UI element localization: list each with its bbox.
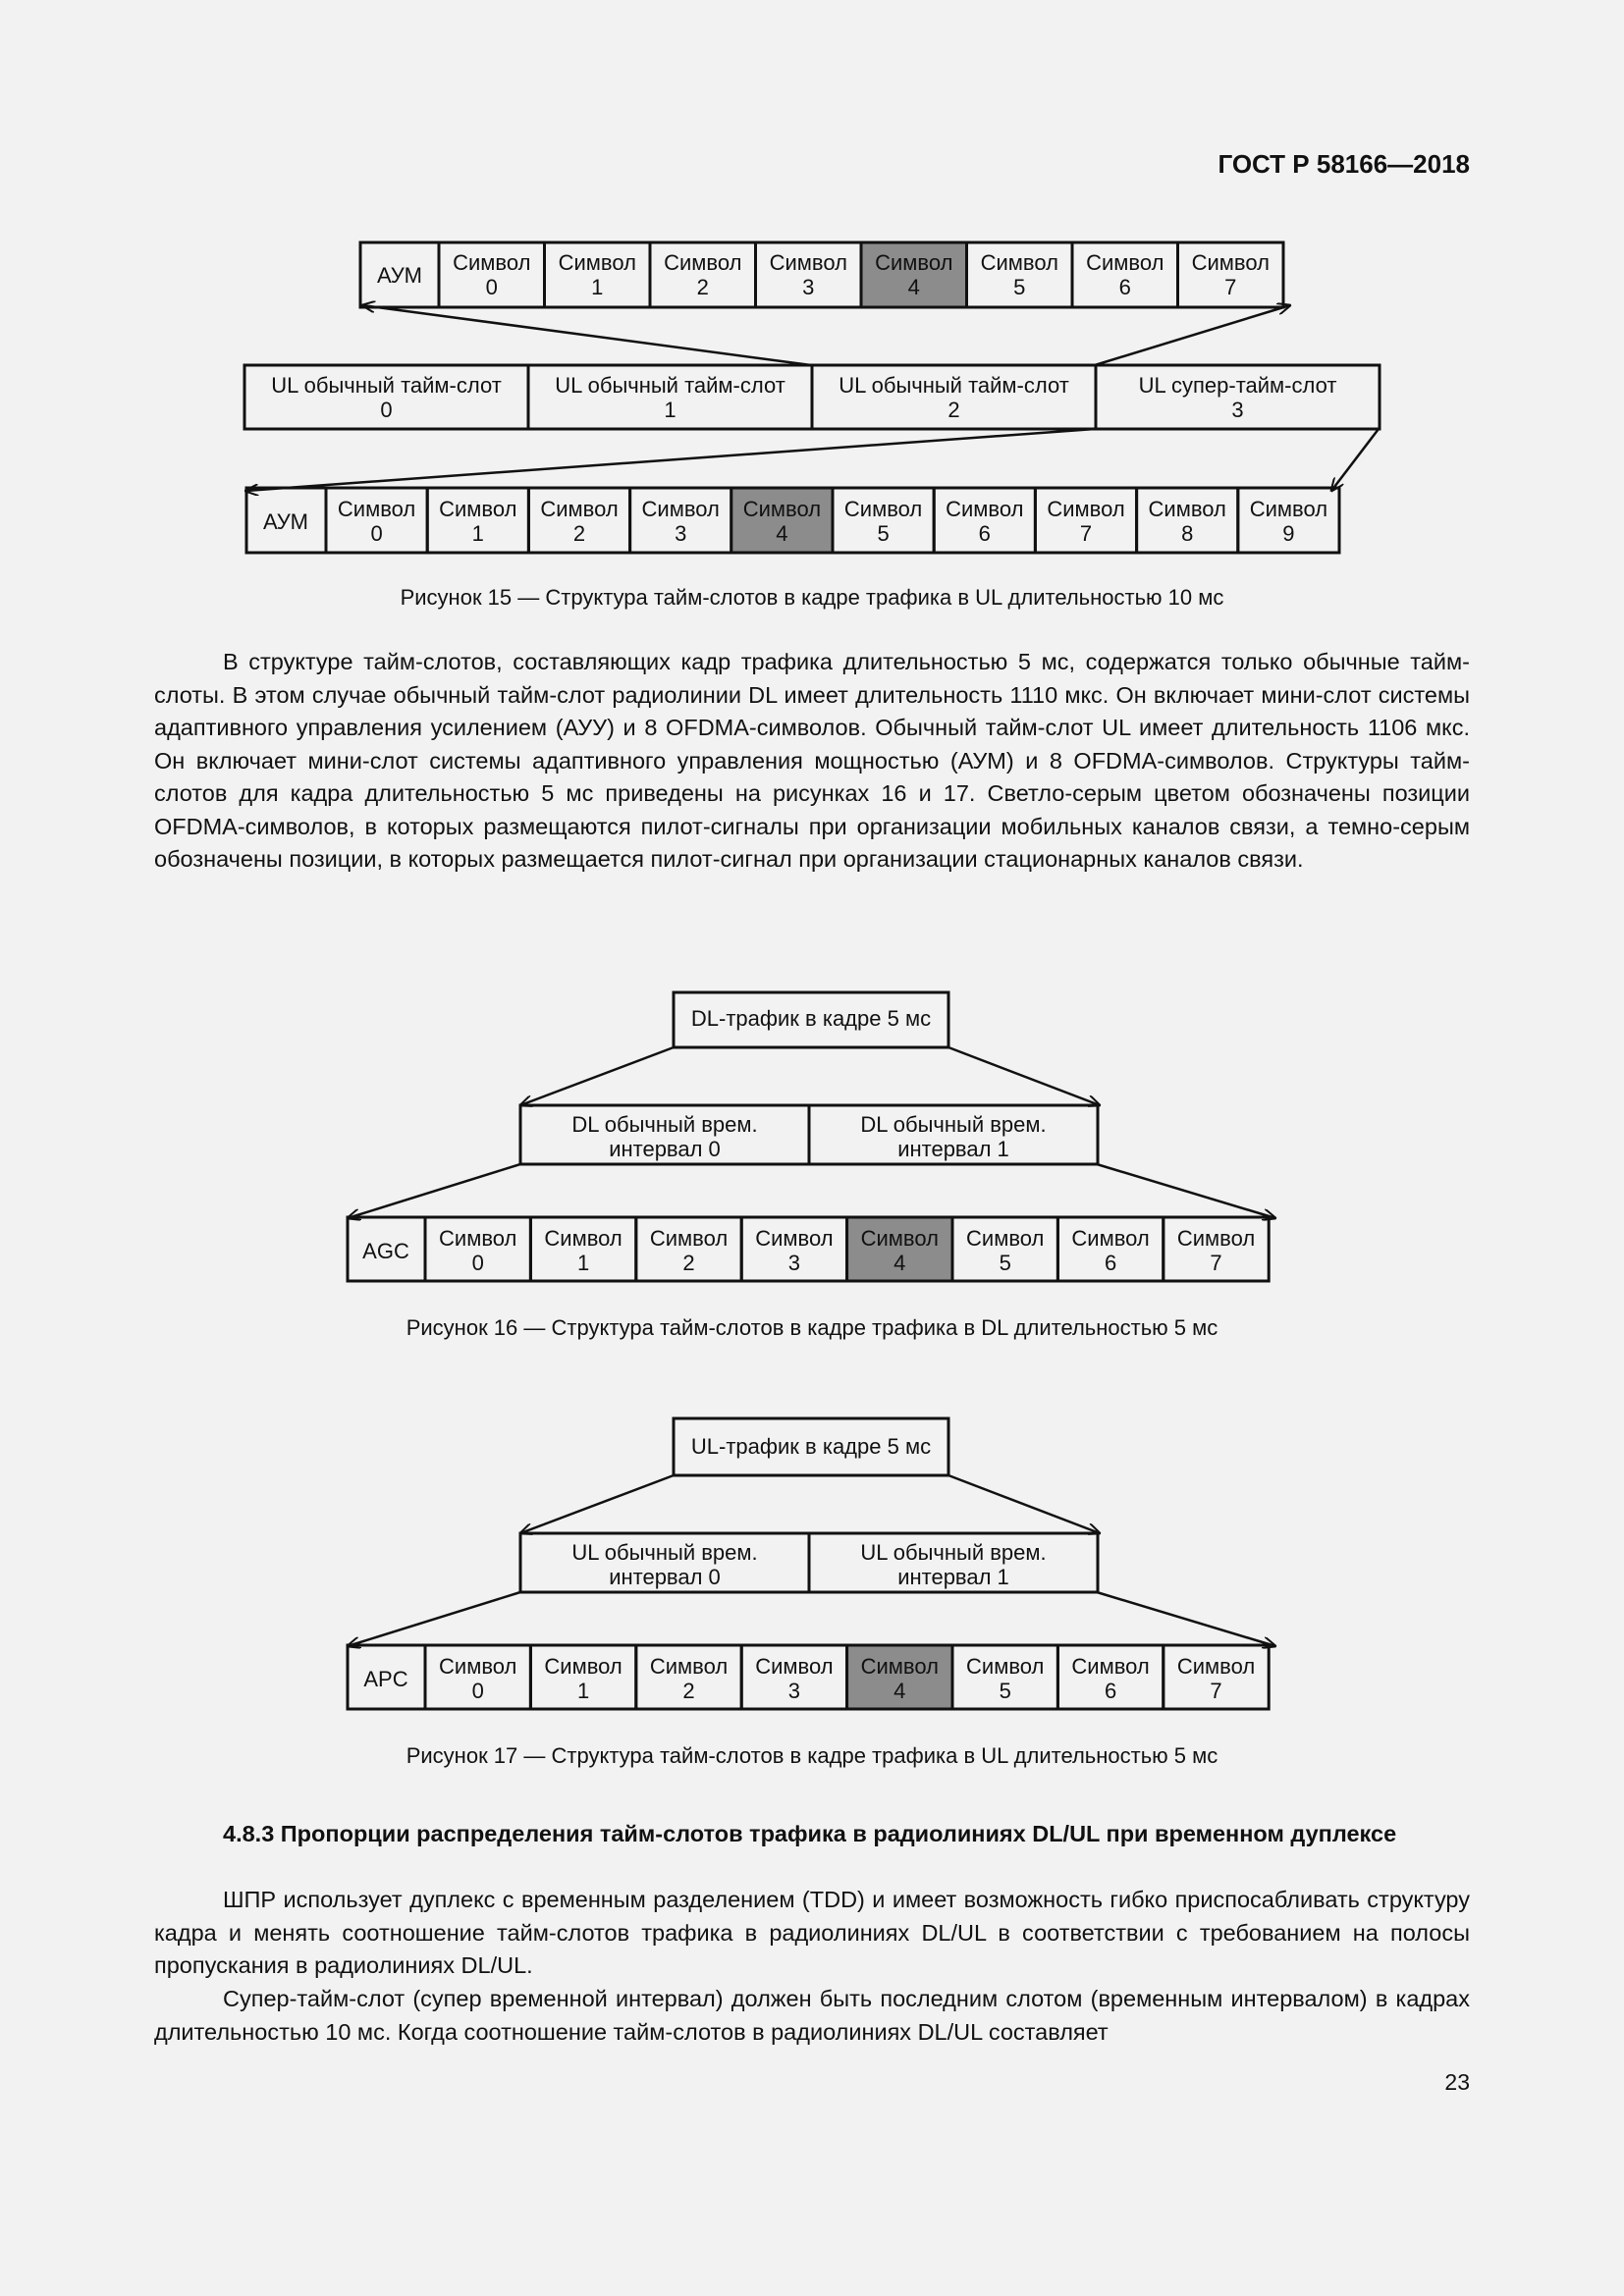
fig16-symbol-row — [348, 1217, 1269, 1281]
fig16-arrow-bottom-right — [1097, 1164, 1275, 1218]
fig15-slot-cell-num-1: 1 — [664, 398, 677, 422]
fig15-top-cell-label-5: Символ — [980, 250, 1058, 275]
fig16-arrow-bottom-left — [348, 1164, 520, 1218]
fig15-slot-cell-num-2: 2 — [947, 398, 960, 422]
fig15-bottom-cell-label-7: Символ — [1047, 497, 1125, 521]
fig15-bottom-cell-num-8: 8 — [1181, 521, 1194, 546]
fig16-symbol-cell-label-1: Символ — [544, 1226, 623, 1251]
fig16-interval-row — [520, 1105, 1098, 1164]
fig15-top-cell-num-4: 4 — [907, 275, 920, 299]
fig17-symbol-cell-num-4: 4 — [893, 1679, 906, 1703]
fig15-bottom-cell-label-8: Символ — [1148, 497, 1226, 521]
fig17-interval-cell-num-1: интервал 1 — [897, 1565, 1009, 1589]
figure-17 — [0, 1410, 1624, 1734]
fig16-interval-cell-num-0: интервал 0 — [609, 1137, 721, 1161]
fig15-bottom-cell-label-0: Символ — [337, 497, 416, 521]
fig15-bottom-first-label: АУМ — [262, 509, 309, 534]
fig17-interval-cell-label-1: UL обычный врем. — [860, 1540, 1047, 1565]
fig15-slot-cell-label-3: UL супер-тайм-слот — [1138, 373, 1337, 398]
fig17-symbol-cell-num-5: 5 — [999, 1679, 1011, 1703]
fig15-top-row — [360, 242, 1283, 307]
fig17-symbol-row — [348, 1645, 1269, 1709]
fig17-symbol-cell-label-1: Символ — [544, 1654, 623, 1679]
fig17-symbol-cell-num-3: 3 — [787, 1679, 801, 1703]
fig17-root-label: UL-трафик в кадре 5 мс — [690, 1434, 932, 1459]
fig16-symbol-cell-label-6: Символ — [1071, 1226, 1150, 1251]
fig16-first-label: AGC — [362, 1239, 409, 1263]
fig15-top-cell-num-0: 0 — [485, 275, 498, 299]
fig15-top-cell-num-1: 1 — [591, 275, 604, 299]
fig15-bottom-cell-label-6: Символ — [946, 497, 1024, 521]
fig15-top-cell-label-2: Символ — [664, 250, 742, 275]
fig15-top-cell-num-5: 5 — [1013, 275, 1026, 299]
fig17-symbol-cell-label-5: Символ — [966, 1654, 1045, 1679]
fig15-bottom-cell-num-5: 5 — [877, 521, 890, 546]
fig16-symbol-cell-label-4: Символ — [860, 1226, 939, 1251]
paragraph-1: В структуре тайм-слотов, составляющих кадр трафика длительностью 5 мс, содержатся только обычные тайм-слоты. В этом случае обычный тайм-слот радиолинии DL имеет длительность 1110 мкс. Он включает мини-слот системы адаптивного управления усилением (АУУ) и 8 OFDMA-символов. Обычный тайм-слот UL имеет длительность 1106 мкс. Он включает мини-слот системы адаптивного управления мощностью (АУМ) и 8 OFDMA-символов. Структуры тайм-слотов для кадра длительностью 5 мс приведены на рисунках 16 и 17. Светло-серым цветом обозначены позиции OFDMA-символов, в которых размещаются пилот-сигналы при организации мобильных каналов связи, а темно-серым обозначены позиции, в которых размещается пилот-сигнал при организации стационарных каналов связи. — [154, 649, 1470, 872]
figure-17-caption: Рисунок 17 — Структура тайм-слотов в кадре трафика в UL длительностью 5 мс — [406, 1743, 1218, 1768]
fig15-bottom-cell-label-9: Символ — [1249, 497, 1328, 521]
fig15-bottom-cell-num-2: 2 — [572, 521, 586, 546]
fig16-symbol-cell-label-5: Символ — [966, 1226, 1045, 1251]
figure-16 — [0, 982, 1624, 1306]
fig15-top-cell-num-7: 7 — [1224, 275, 1237, 299]
section-paragraph-2: Супер-тайм-слот (супер временной интервал) должен быть последним слотом (временным интервалом) в кадрах длительностью 10 мс. Когда соотношение тайм-слотов в радиолиниях DL/UL составляет — [154, 1986, 1470, 2045]
fig15-bottom-cell-num-0: 0 — [370, 521, 383, 546]
fig16-symbol-cell-num-0: 0 — [471, 1251, 484, 1275]
fig15-top-cell-num-6: 6 — [1118, 275, 1131, 299]
fig17-symbol-cell-num-1: 1 — [576, 1679, 590, 1703]
fig17-symbol-cell-label-0: Символ — [439, 1654, 517, 1679]
fig15-bottom-cell-num-9: 9 — [1282, 521, 1295, 546]
fig15-top-first-label: АУМ — [376, 263, 423, 288]
fig17-arrow-right — [948, 1475, 1100, 1533]
fig15-slot-cell-label-1: UL обычный тайм-слот — [555, 373, 785, 398]
fig16-interval-cell-label-1: DL обычный врем. — [860, 1112, 1047, 1137]
fig16-interval-cell-label-0: DL обычный врем. — [571, 1112, 758, 1137]
fig17-symbol-cell-label-6: Символ — [1071, 1654, 1150, 1679]
fig17-symbol-cell-num-0: 0 — [471, 1679, 484, 1703]
fig15-top-cell-label-0: Символ — [453, 250, 531, 275]
document-id: ГОСТ Р 58166—2018 — [1218, 149, 1470, 179]
fig16-symbol-cell-num-5: 5 — [999, 1251, 1011, 1275]
fig16-symbol-cell-label-7: Символ — [1176, 1226, 1256, 1251]
fig15-top-cell-label-4: Символ — [875, 250, 953, 275]
fig15-bottom-row — [246, 488, 1339, 553]
fig15-top-cell-label-6: Символ — [1086, 250, 1164, 275]
fig15-bottom-cell-label-5: Символ — [843, 497, 923, 521]
fig17-arrow-left — [520, 1475, 674, 1533]
fig16-arrow-left — [520, 1047, 674, 1105]
fig17-arrow-bottom-left — [348, 1592, 520, 1646]
fig15-slot-cell-num-0: 0 — [380, 398, 393, 422]
fig17-interval-cell-label-0: UL обычный врем. — [571, 1540, 758, 1565]
section-paragraph-1: ШПР использует дуплекс с временным разделением (TDD) и имеет возможность гибко приспосабливать структуру кадра и менять соотношение тайм-слотов трафика в радиолиниях DL/UL в соответствии с требованием на полосы пропускания в радиолиниях DL/UL. — [154, 1887, 1470, 1978]
page-number: 23 — [1444, 2069, 1470, 2095]
fig17-symbol-cell-num-6: 6 — [1104, 1679, 1117, 1703]
fig15-bottom-cell-num-7: 7 — [1079, 521, 1093, 546]
fig17-symbol-cell-num-7: 7 — [1210, 1679, 1222, 1703]
fig16-symbol-cell-num-2: 2 — [682, 1251, 695, 1275]
fig15-arrow-right — [1095, 305, 1290, 365]
fig15-bottom-cell-num-4: 4 — [776, 521, 788, 546]
fig16-symbol-cell-num-4: 4 — [893, 1251, 906, 1275]
fig17-interval-cell-num-0: интервал 0 — [609, 1565, 721, 1589]
fig17-symbol-cell-label-3: Символ — [755, 1654, 834, 1679]
fig15-top-cell-num-3: 3 — [802, 275, 815, 299]
fig16-symbol-cell-num-7: 7 — [1210, 1251, 1222, 1275]
fig17-first-label: APC — [363, 1667, 408, 1691]
fig16-arrow-right — [948, 1047, 1100, 1105]
fig16-symbol-cell-num-6: 6 — [1104, 1251, 1117, 1275]
fig17-symbol-cell-label-4: Символ — [860, 1654, 939, 1679]
fig16-symbol-cell-label-0: Символ — [439, 1226, 517, 1251]
fig16-symbol-cell-label-3: Символ — [755, 1226, 834, 1251]
fig16-symbol-cell-label-2: Символ — [649, 1226, 729, 1251]
fig16-interval-cell-num-1: интервал 1 — [897, 1137, 1009, 1161]
fig15-top-cell-label-1: Символ — [558, 250, 636, 275]
fig16-symbol-cell-num-1: 1 — [576, 1251, 590, 1275]
fig15-bottom-cell-num-1: 1 — [471, 521, 484, 546]
fig15-arrow-bottom-left — [245, 429, 1095, 491]
fig15-bottom-cell-num-3: 3 — [675, 521, 687, 546]
fig17-symbol-cell-num-2: 2 — [682, 1679, 695, 1703]
fig15-bottom-cell-label-4: Символ — [742, 497, 822, 521]
fig15-bottom-cell-label-3: Символ — [641, 497, 720, 521]
fig17-interval-row — [520, 1533, 1098, 1592]
fig15-top-cell-num-2: 2 — [696, 275, 709, 299]
fig17-symbol-cell-label-2: Символ — [649, 1654, 729, 1679]
fig15-bottom-cell-label-2: Символ — [540, 497, 619, 521]
fig16-root-label: DL-трафик в кадре 5 мс — [690, 1006, 932, 1031]
fig15-slot-cell-label-0: UL обычный тайм-слот — [271, 373, 502, 398]
figure-15 — [0, 0, 1624, 609]
fig15-top-cell-label-3: Символ — [769, 250, 847, 275]
fig15-bottom-cell-num-6: 6 — [978, 521, 991, 546]
fig15-slot-row — [244, 365, 1380, 429]
figure-16-caption: Рисунок 16 — Структура тайм-слотов в кадре трафика в DL длительностью 5 мс — [406, 1315, 1218, 1340]
fig17-symbol-cell-label-7: Символ — [1176, 1654, 1256, 1679]
fig15-bottom-cell-label-1: Символ — [439, 497, 517, 521]
fig15-arrow-left — [362, 305, 811, 365]
fig15-arrow-bottom-right — [1331, 429, 1379, 491]
fig17-arrow-bottom-right — [1097, 1592, 1275, 1646]
fig15-slot-cell-num-3: 3 — [1231, 398, 1244, 422]
fig15-top-cell-label-7: Символ — [1191, 250, 1270, 275]
figure-15-caption: Рисунок 15 — Структура тайм-слотов в кадре трафика в UL длительностью 10 мс — [400, 585, 1224, 610]
section-heading: 4.8.3 Пропорции распределения тайм-слотов трафика в радиолиниях DL/UL при временном дуплексе — [223, 1821, 1397, 1846]
fig16-symbol-cell-num-3: 3 — [787, 1251, 801, 1275]
fig15-slot-cell-label-2: UL обычный тайм-слот — [839, 373, 1069, 398]
